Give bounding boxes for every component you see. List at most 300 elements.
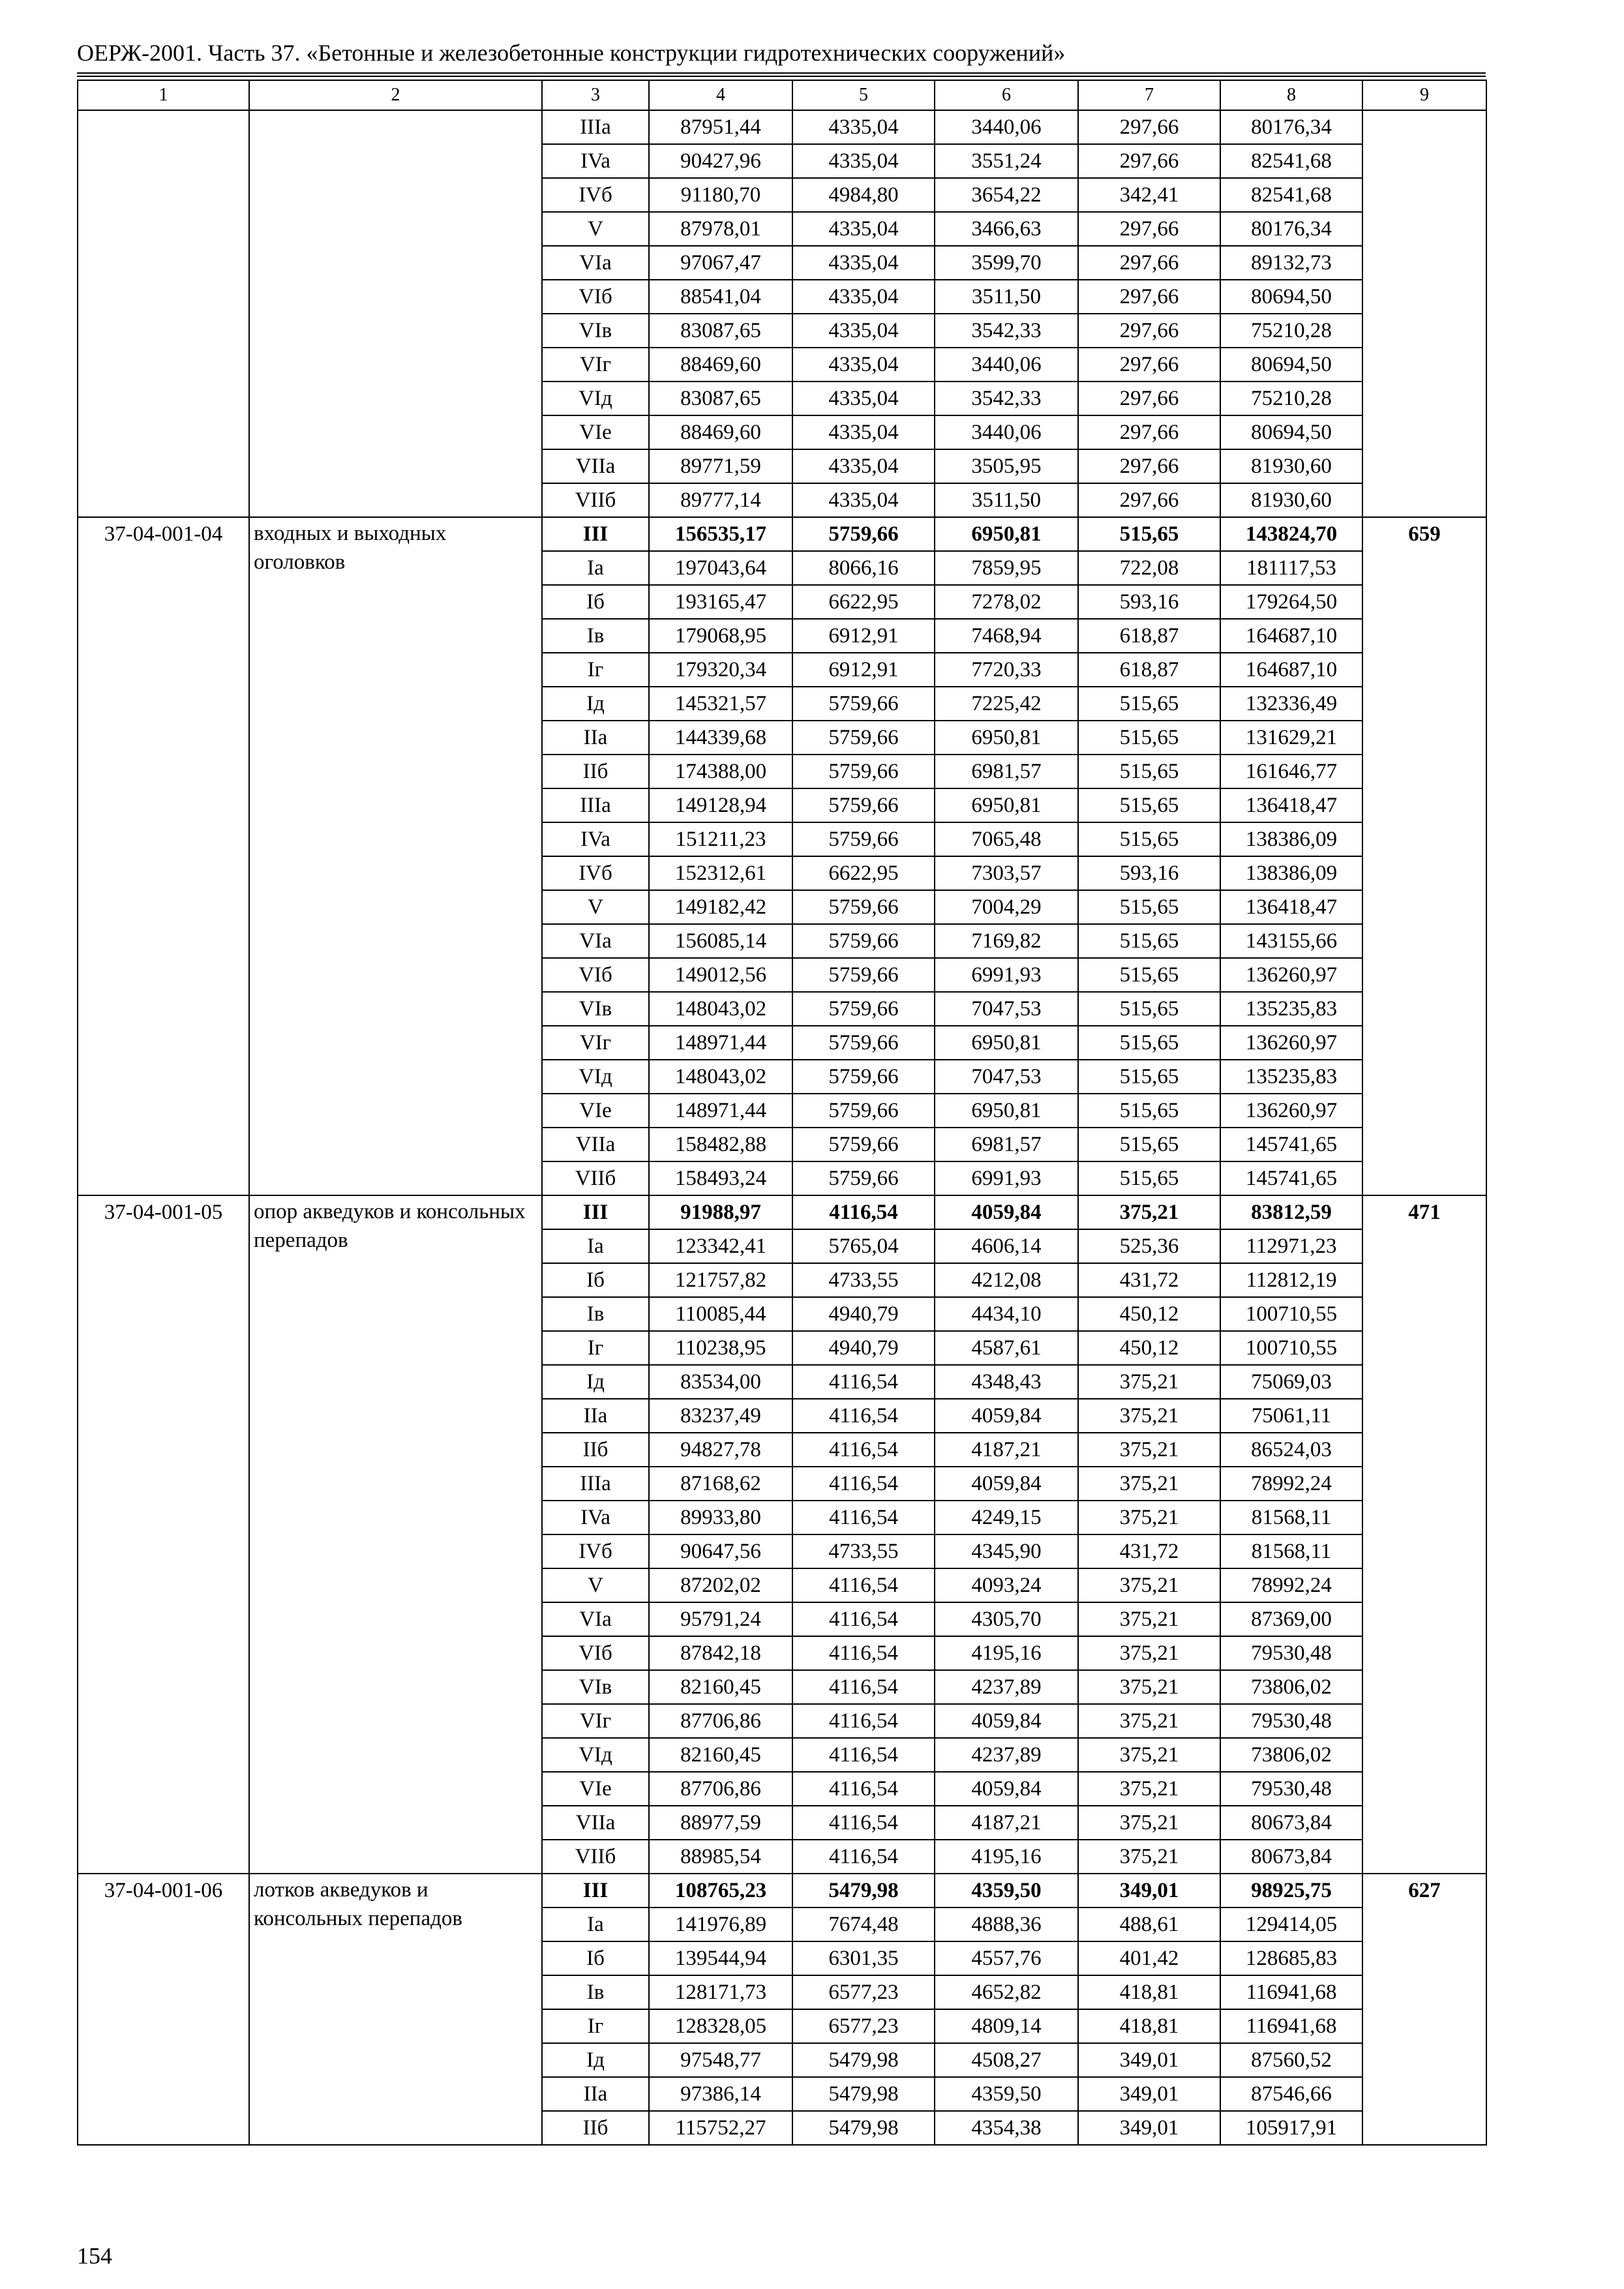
total-cost-cell: 148043,02 bbox=[649, 1060, 792, 1094]
machines-cell: 4187,21 bbox=[935, 1433, 1078, 1467]
total-cost-cell: 89933,80 bbox=[649, 1501, 792, 1534]
machinists-wages-cell: 515,65 bbox=[1078, 1060, 1220, 1094]
materials-cell: 83812,59 bbox=[1220, 1195, 1362, 1229]
zone-cell: IVб bbox=[542, 1534, 649, 1568]
zone-cell: Iб bbox=[542, 1263, 649, 1297]
machinists-wages-cell: 375,21 bbox=[1078, 1602, 1220, 1636]
table-row bbox=[78, 1874, 1486, 1908]
total-cost-cell: 128171,73 bbox=[649, 1975, 792, 2009]
item-code: 37-04-001-04 bbox=[78, 517, 249, 1195]
total-cost-cell: 88469,60 bbox=[649, 415, 792, 449]
wages-cell: 4335,04 bbox=[792, 348, 935, 382]
total-cost-cell: 110085,44 bbox=[649, 1297, 792, 1331]
machines-cell: 4557,76 bbox=[935, 1941, 1078, 1975]
column-number-row bbox=[78, 80, 1486, 110]
materials-cell: 179264,50 bbox=[1220, 585, 1362, 619]
total-cost-cell: 87842,18 bbox=[649, 1636, 792, 1670]
materials-cell: 80176,34 bbox=[1220, 110, 1362, 144]
machinists-wages-cell: 342,41 bbox=[1078, 178, 1220, 212]
machinists-wages-cell: 375,21 bbox=[1078, 1738, 1220, 1772]
zone-cell: VIд bbox=[542, 1738, 649, 1772]
machinists-wages-cell: 515,65 bbox=[1078, 1026, 1220, 1060]
wages-cell: 6912,91 bbox=[792, 653, 935, 687]
materials-cell: 136260,97 bbox=[1220, 958, 1362, 992]
total-cost-cell: 91180,70 bbox=[649, 178, 792, 212]
zone-cell: Iг bbox=[542, 2009, 649, 2043]
column-number: 5 bbox=[792, 80, 935, 110]
machinists-wages-cell: 375,21 bbox=[1078, 1433, 1220, 1467]
total-cost-cell: 83534,00 bbox=[649, 1365, 792, 1399]
wages-cell: 5759,66 bbox=[792, 1161, 935, 1195]
machinists-wages-cell: 297,66 bbox=[1078, 314, 1220, 348]
zone-cell: VIд bbox=[542, 1060, 649, 1094]
wages-cell: 4335,04 bbox=[792, 212, 935, 246]
wages-cell: 5479,98 bbox=[792, 1874, 935, 1908]
materials-cell: 80673,84 bbox=[1220, 1806, 1362, 1840]
materials-cell: 131629,21 bbox=[1220, 721, 1362, 755]
zone-cell: VIa bbox=[542, 924, 649, 958]
machinists-wages-cell: 515,65 bbox=[1078, 958, 1220, 992]
wages-cell: 4116,54 bbox=[792, 1195, 935, 1229]
column-number: 6 bbox=[935, 80, 1078, 110]
materials-cell: 98925,75 bbox=[1220, 1874, 1362, 1908]
machinists-wages-cell: 297,66 bbox=[1078, 144, 1220, 178]
machines-cell: 3440,06 bbox=[935, 110, 1078, 144]
materials-cell: 164687,10 bbox=[1220, 653, 1362, 687]
zone-cell: Ia bbox=[542, 1229, 649, 1263]
zone-cell: VIe bbox=[542, 1094, 649, 1128]
wages-cell: 5479,98 bbox=[792, 2077, 935, 2111]
materials-cell: 105917,91 bbox=[1220, 2111, 1362, 2145]
materials-cell: 161646,77 bbox=[1220, 755, 1362, 788]
wages-cell: 4335,04 bbox=[792, 382, 935, 415]
header-rule bbox=[77, 72, 1486, 74]
machines-cell: 4359,50 bbox=[935, 2077, 1078, 2111]
zone-cell: VIв bbox=[542, 314, 649, 348]
machinists-wages-cell: 401,42 bbox=[1078, 1941, 1220, 1975]
machines-cell: 4195,16 bbox=[935, 1636, 1078, 1670]
materials-cell: 79530,48 bbox=[1220, 1704, 1362, 1738]
machines-cell: 3542,33 bbox=[935, 314, 1078, 348]
machinists-wages-cell: 297,66 bbox=[1078, 348, 1220, 382]
table-body bbox=[78, 80, 1486, 2145]
wages-cell: 5759,66 bbox=[792, 517, 935, 551]
materials-cell: 81930,60 bbox=[1220, 483, 1362, 517]
labor-cost-cell: 471 bbox=[1362, 1195, 1486, 1874]
price-table bbox=[77, 80, 1487, 2146]
zone-cell: Iв bbox=[542, 1297, 649, 1331]
total-cost-cell: 158493,24 bbox=[649, 1161, 792, 1195]
column-number: 2 bbox=[249, 80, 542, 110]
machines-cell: 7004,29 bbox=[935, 890, 1078, 924]
total-cost-cell: 110238,95 bbox=[649, 1331, 792, 1365]
machines-cell: 6950,81 bbox=[935, 517, 1078, 551]
machinists-wages-cell: 349,01 bbox=[1078, 2111, 1220, 2145]
zone-cell: VIб bbox=[542, 280, 649, 314]
total-cost-cell: 91988,97 bbox=[649, 1195, 792, 1229]
materials-cell: 181117,53 bbox=[1220, 551, 1362, 585]
zone-cell: V bbox=[542, 1568, 649, 1602]
machinists-wages-cell: 618,87 bbox=[1078, 619, 1220, 653]
total-cost-cell: 87202,02 bbox=[649, 1568, 792, 1602]
total-cost-cell: 158482,88 bbox=[649, 1128, 792, 1161]
machinists-wages-cell: 515,65 bbox=[1078, 788, 1220, 822]
wages-cell: 7674,48 bbox=[792, 1908, 935, 1941]
wages-cell: 5759,66 bbox=[792, 890, 935, 924]
machinists-wages-cell: 375,21 bbox=[1078, 1568, 1220, 1602]
zone-cell: Iд bbox=[542, 2043, 649, 2077]
header-rule bbox=[77, 76, 1486, 77]
machines-cell: 3505,95 bbox=[935, 449, 1078, 483]
machines-cell: 4434,10 bbox=[935, 1297, 1078, 1331]
materials-cell: 135235,83 bbox=[1220, 992, 1362, 1026]
total-cost-cell: 88977,59 bbox=[649, 1806, 792, 1840]
wages-cell: 4335,04 bbox=[792, 415, 935, 449]
machines-cell: 4345,90 bbox=[935, 1534, 1078, 1568]
machinists-wages-cell: 722,08 bbox=[1078, 551, 1220, 585]
machines-cell: 3542,33 bbox=[935, 382, 1078, 415]
total-cost-cell: 174388,00 bbox=[649, 755, 792, 788]
machines-cell: 4305,70 bbox=[935, 1602, 1078, 1636]
machines-cell: 6950,81 bbox=[935, 1094, 1078, 1128]
wages-cell: 6577,23 bbox=[792, 2009, 935, 2043]
machinists-wages-cell: 375,21 bbox=[1078, 1365, 1220, 1399]
machinists-wages-cell: 375,21 bbox=[1078, 1501, 1220, 1534]
wages-cell: 6577,23 bbox=[792, 1975, 935, 2009]
materials-cell: 135235,83 bbox=[1220, 1060, 1362, 1094]
total-cost-cell: 197043,64 bbox=[649, 551, 792, 585]
machines-cell: 6950,81 bbox=[935, 721, 1078, 755]
zone-cell: IVб bbox=[542, 856, 649, 890]
zone-cell: IVa bbox=[542, 822, 649, 856]
wages-cell: 5759,66 bbox=[792, 1026, 935, 1060]
machines-cell: 7065,48 bbox=[935, 822, 1078, 856]
machinists-wages-cell: 297,66 bbox=[1078, 382, 1220, 415]
zone-cell: VIг bbox=[542, 348, 649, 382]
wages-cell: 4116,54 bbox=[792, 1738, 935, 1772]
machinists-wages-cell: 418,81 bbox=[1078, 1975, 1220, 2009]
machines-cell: 7169,82 bbox=[935, 924, 1078, 958]
wages-cell: 4335,04 bbox=[792, 246, 935, 280]
item-code: 37-04-001-05 bbox=[78, 1195, 249, 1874]
table-row bbox=[78, 1195, 1486, 1229]
wages-cell: 5759,66 bbox=[792, 721, 935, 755]
materials-cell: 78992,24 bbox=[1220, 1467, 1362, 1501]
table-row bbox=[78, 110, 1486, 144]
machines-cell: 4187,21 bbox=[935, 1806, 1078, 1840]
machinists-wages-cell: 515,65 bbox=[1078, 755, 1220, 788]
machinists-wages-cell: 375,21 bbox=[1078, 1806, 1220, 1840]
wages-cell: 4116,54 bbox=[792, 1467, 935, 1501]
machines-cell: 3466,63 bbox=[935, 212, 1078, 246]
machinists-wages-cell: 515,65 bbox=[1078, 1128, 1220, 1161]
materials-cell: 80694,50 bbox=[1220, 280, 1362, 314]
total-cost-cell: 87706,86 bbox=[649, 1704, 792, 1738]
zone-cell: VIIб bbox=[542, 1840, 649, 1874]
materials-cell: 136260,97 bbox=[1220, 1094, 1362, 1128]
wages-cell: 6622,95 bbox=[792, 585, 935, 619]
machinists-wages-cell: 375,21 bbox=[1078, 1636, 1220, 1670]
labor-cost-cell: 627 bbox=[1362, 1874, 1486, 2145]
zone-cell: IIIa bbox=[542, 788, 649, 822]
total-cost-cell: 82160,45 bbox=[649, 1670, 792, 1704]
machinists-wages-cell: 515,65 bbox=[1078, 992, 1220, 1026]
machines-cell: 4237,89 bbox=[935, 1738, 1078, 1772]
machines-cell: 7225,42 bbox=[935, 687, 1078, 721]
zone-cell: IVб bbox=[542, 178, 649, 212]
zone-cell: VIг bbox=[542, 1026, 649, 1060]
materials-cell: 112812,19 bbox=[1220, 1263, 1362, 1297]
machines-cell: 7468,94 bbox=[935, 619, 1078, 653]
materials-cell: 75069,03 bbox=[1220, 1365, 1362, 1399]
wages-cell: 4335,04 bbox=[792, 280, 935, 314]
machinists-wages-cell: 375,21 bbox=[1078, 1704, 1220, 1738]
page-number: 154 bbox=[77, 2243, 112, 2269]
wages-cell: 4116,54 bbox=[792, 1772, 935, 1806]
machines-cell: 7303,57 bbox=[935, 856, 1078, 890]
materials-cell: 82541,68 bbox=[1220, 144, 1362, 178]
total-cost-cell: 139544,94 bbox=[649, 1941, 792, 1975]
total-cost-cell: 90647,56 bbox=[649, 1534, 792, 1568]
total-cost-cell: 82160,45 bbox=[649, 1738, 792, 1772]
machinists-wages-cell: 593,16 bbox=[1078, 585, 1220, 619]
zone-cell: IIa bbox=[542, 1399, 649, 1433]
materials-cell: 136260,97 bbox=[1220, 1026, 1362, 1060]
total-cost-cell: 88985,54 bbox=[649, 1840, 792, 1874]
machines-cell: 3511,50 bbox=[935, 280, 1078, 314]
column-number: 7 bbox=[1078, 80, 1220, 110]
materials-cell: 87560,52 bbox=[1220, 2043, 1362, 2077]
materials-cell: 80694,50 bbox=[1220, 415, 1362, 449]
zone-cell: VIIa bbox=[542, 449, 649, 483]
wages-cell: 4116,54 bbox=[792, 1399, 935, 1433]
machines-cell: 4093,24 bbox=[935, 1568, 1078, 1602]
machinists-wages-cell: 450,12 bbox=[1078, 1331, 1220, 1365]
materials-cell: 75061,11 bbox=[1220, 1399, 1362, 1433]
materials-cell: 132336,49 bbox=[1220, 687, 1362, 721]
materials-cell: 100710,55 bbox=[1220, 1297, 1362, 1331]
machinists-wages-cell: 349,01 bbox=[1078, 1874, 1220, 1908]
total-cost-cell: 148971,44 bbox=[649, 1026, 792, 1060]
machines-cell: 4059,84 bbox=[935, 1704, 1078, 1738]
total-cost-cell: 97386,14 bbox=[649, 2077, 792, 2111]
zone-cell: IVa bbox=[542, 144, 649, 178]
machinists-wages-cell: 525,36 bbox=[1078, 1229, 1220, 1263]
machines-cell: 4354,38 bbox=[935, 2111, 1078, 2145]
machines-cell: 6950,81 bbox=[935, 1026, 1078, 1060]
total-cost-cell: 123342,41 bbox=[649, 1229, 792, 1263]
zone-cell: VIIб bbox=[542, 1161, 649, 1195]
wages-cell: 4940,79 bbox=[792, 1331, 935, 1365]
total-cost-cell: 83237,49 bbox=[649, 1399, 792, 1433]
materials-cell: 143155,66 bbox=[1220, 924, 1362, 958]
materials-cell: 73806,02 bbox=[1220, 1670, 1362, 1704]
materials-cell: 86524,03 bbox=[1220, 1433, 1362, 1467]
wages-cell: 6301,35 bbox=[792, 1941, 935, 1975]
machinists-wages-cell: 593,16 bbox=[1078, 856, 1220, 890]
machines-cell: 4059,84 bbox=[935, 1467, 1078, 1501]
machines-cell: 4249,15 bbox=[935, 1501, 1078, 1534]
machinists-wages-cell: 488,61 bbox=[1078, 1908, 1220, 1941]
zone-cell: Iб bbox=[542, 585, 649, 619]
total-cost-cell: 141976,89 bbox=[649, 1908, 792, 1941]
zone-cell: VIe bbox=[542, 1772, 649, 1806]
zone-cell: VIIa bbox=[542, 1806, 649, 1840]
materials-cell: 89132,73 bbox=[1220, 246, 1362, 280]
wages-cell: 4116,54 bbox=[792, 1365, 935, 1399]
machinists-wages-cell: 375,21 bbox=[1078, 1772, 1220, 1806]
machines-cell: 3551,24 bbox=[935, 144, 1078, 178]
total-cost-cell: 89777,14 bbox=[649, 483, 792, 517]
page-header: ОЕРЖ-2001. Часть 37. «Бетонные и железобетонные конструкции гидротехнических сооружений» bbox=[77, 40, 1066, 66]
materials-cell: 75210,28 bbox=[1220, 382, 1362, 415]
materials-cell: 112971,23 bbox=[1220, 1229, 1362, 1263]
machinists-wages-cell: 375,21 bbox=[1078, 1840, 1220, 1874]
wages-cell: 4335,04 bbox=[792, 483, 935, 517]
machinists-wages-cell: 375,21 bbox=[1078, 1399, 1220, 1433]
total-cost-cell: 179320,34 bbox=[649, 653, 792, 687]
machines-cell: 4508,27 bbox=[935, 2043, 1078, 2077]
wages-cell: 4940,79 bbox=[792, 1297, 935, 1331]
materials-cell: 136418,47 bbox=[1220, 788, 1362, 822]
total-cost-cell: 149128,94 bbox=[649, 788, 792, 822]
materials-cell: 138386,09 bbox=[1220, 856, 1362, 890]
machinists-wages-cell: 297,66 bbox=[1078, 280, 1220, 314]
zone-cell: IVa bbox=[542, 1501, 649, 1534]
zone-cell: VIIб bbox=[542, 483, 649, 517]
materials-cell: 73806,02 bbox=[1220, 1738, 1362, 1772]
machinists-wages-cell: 297,66 bbox=[1078, 212, 1220, 246]
column-number: 1 bbox=[78, 80, 249, 110]
materials-cell: 128685,83 bbox=[1220, 1941, 1362, 1975]
column-number: 9 bbox=[1362, 80, 1486, 110]
machinists-wages-cell: 515,65 bbox=[1078, 1094, 1220, 1128]
item-code bbox=[78, 110, 249, 517]
machinists-wages-cell: 375,21 bbox=[1078, 1467, 1220, 1501]
zone-cell: VIa bbox=[542, 1602, 649, 1636]
wages-cell: 5759,66 bbox=[792, 992, 935, 1026]
machinists-wages-cell: 515,65 bbox=[1078, 924, 1220, 958]
item-name bbox=[249, 110, 542, 517]
machines-cell: 4059,84 bbox=[935, 1399, 1078, 1433]
zone-cell: VIa bbox=[542, 246, 649, 280]
zone-cell: Ia bbox=[542, 1908, 649, 1941]
machines-cell: 7278,02 bbox=[935, 585, 1078, 619]
materials-cell: 143824,70 bbox=[1220, 517, 1362, 551]
column-number: 4 bbox=[649, 80, 792, 110]
materials-cell: 75210,28 bbox=[1220, 314, 1362, 348]
total-cost-cell: 95791,24 bbox=[649, 1602, 792, 1636]
wages-cell: 6622,95 bbox=[792, 856, 935, 890]
zone-cell: IIa bbox=[542, 2077, 649, 2111]
materials-cell: 116941,68 bbox=[1220, 1975, 1362, 2009]
zone-cell: VIб bbox=[542, 1636, 649, 1670]
total-cost-cell: 121757,82 bbox=[649, 1263, 792, 1297]
machinists-wages-cell: 349,01 bbox=[1078, 2043, 1220, 2077]
materials-cell: 81568,11 bbox=[1220, 1534, 1362, 1568]
zone-cell: Iб bbox=[542, 1941, 649, 1975]
machinists-wages-cell: 618,87 bbox=[1078, 653, 1220, 687]
machines-cell: 4606,14 bbox=[935, 1229, 1078, 1263]
table-row bbox=[78, 517, 1486, 551]
materials-cell: 100710,55 bbox=[1220, 1331, 1362, 1365]
wages-cell: 4116,54 bbox=[792, 1840, 935, 1874]
wages-cell: 5479,98 bbox=[792, 2111, 935, 2145]
column-number: 3 bbox=[542, 80, 649, 110]
zone-cell: III bbox=[542, 1195, 649, 1229]
wages-cell: 5759,66 bbox=[792, 924, 935, 958]
zone-cell: Iд bbox=[542, 687, 649, 721]
machinists-wages-cell: 515,65 bbox=[1078, 1161, 1220, 1195]
wages-cell: 5765,04 bbox=[792, 1229, 935, 1263]
wages-cell: 4733,55 bbox=[792, 1534, 935, 1568]
materials-cell: 145741,65 bbox=[1220, 1128, 1362, 1161]
machinists-wages-cell: 515,65 bbox=[1078, 822, 1220, 856]
machines-cell: 4809,14 bbox=[935, 2009, 1078, 2043]
machines-cell: 4059,84 bbox=[935, 1195, 1078, 1229]
materials-cell: 78992,24 bbox=[1220, 1568, 1362, 1602]
total-cost-cell: 145321,57 bbox=[649, 687, 792, 721]
total-cost-cell: 128328,05 bbox=[649, 2009, 792, 2043]
materials-cell: 164687,10 bbox=[1220, 619, 1362, 653]
zone-cell: VIд bbox=[542, 382, 649, 415]
total-cost-cell: 88469,60 bbox=[649, 348, 792, 382]
machinists-wages-cell: 297,66 bbox=[1078, 483, 1220, 517]
zone-cell: IIa bbox=[542, 721, 649, 755]
total-cost-cell: 115752,27 bbox=[649, 2111, 792, 2145]
total-cost-cell: 148043,02 bbox=[649, 992, 792, 1026]
total-cost-cell: 151211,23 bbox=[649, 822, 792, 856]
machines-cell: 3440,06 bbox=[935, 348, 1078, 382]
machinists-wages-cell: 297,66 bbox=[1078, 246, 1220, 280]
total-cost-cell: 179068,95 bbox=[649, 619, 792, 653]
total-cost-cell: 87706,86 bbox=[649, 1772, 792, 1806]
wages-cell: 6912,91 bbox=[792, 619, 935, 653]
materials-cell: 136418,47 bbox=[1220, 890, 1362, 924]
wages-cell: 5479,98 bbox=[792, 2043, 935, 2077]
zone-cell: Iд bbox=[542, 1365, 649, 1399]
machines-cell: 4237,89 bbox=[935, 1670, 1078, 1704]
machinists-wages-cell: 297,66 bbox=[1078, 110, 1220, 144]
wages-cell: 4335,04 bbox=[792, 449, 935, 483]
zone-cell: Ia bbox=[542, 551, 649, 585]
wages-cell: 8066,16 bbox=[792, 551, 935, 585]
total-cost-cell: 90427,96 bbox=[649, 144, 792, 178]
machines-cell: 4212,08 bbox=[935, 1263, 1078, 1297]
wages-cell: 4335,04 bbox=[792, 110, 935, 144]
wages-cell: 4116,54 bbox=[792, 1670, 935, 1704]
total-cost-cell: 144339,68 bbox=[649, 721, 792, 755]
machines-cell: 4195,16 bbox=[935, 1840, 1078, 1874]
zone-cell: VIe bbox=[542, 415, 649, 449]
machines-cell: 6991,93 bbox=[935, 1161, 1078, 1195]
wages-cell: 5759,66 bbox=[792, 1094, 935, 1128]
machinists-wages-cell: 450,12 bbox=[1078, 1297, 1220, 1331]
machinists-wages-cell: 431,72 bbox=[1078, 1263, 1220, 1297]
machines-cell: 4587,61 bbox=[935, 1331, 1078, 1365]
machines-cell: 6981,57 bbox=[935, 755, 1078, 788]
materials-cell: 80694,50 bbox=[1220, 348, 1362, 382]
zone-cell: Iг bbox=[542, 653, 649, 687]
machines-cell: 6981,57 bbox=[935, 1128, 1078, 1161]
zone-cell: VIIa bbox=[542, 1128, 649, 1161]
wages-cell: 5759,66 bbox=[792, 822, 935, 856]
column-number: 8 bbox=[1220, 80, 1362, 110]
total-cost-cell: 94827,78 bbox=[649, 1433, 792, 1467]
zone-cell: IIб bbox=[542, 1433, 649, 1467]
item-name: лотков акведуков и консольных перепадов bbox=[249, 1874, 542, 2145]
labor-cost-cell: 659 bbox=[1362, 517, 1486, 1195]
